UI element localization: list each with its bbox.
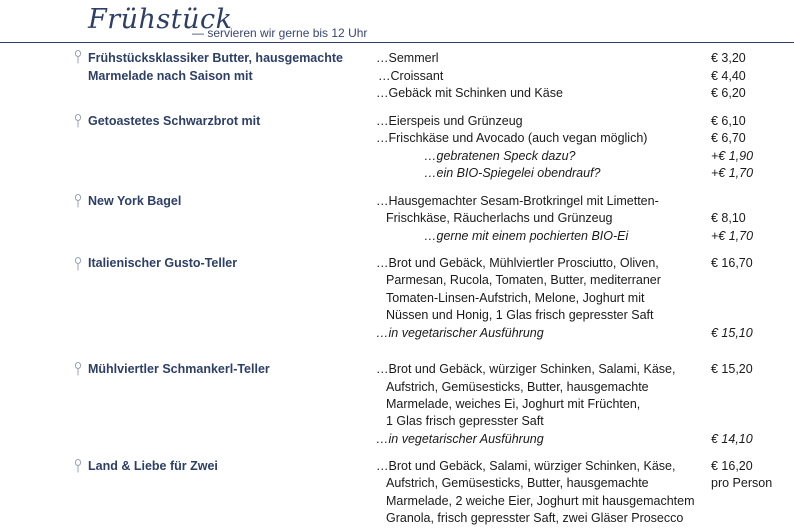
menu-line: …Gebäck mit Schinken und Käse <box>376 86 563 100</box>
menu-line: …Brot und Gebäck, Mühlviertler Prosciutto, Oliven, <box>376 256 659 270</box>
section-name-schmankerl-teller: Mühlviertler Schmankerl-Teller <box>88 362 270 376</box>
menu-addon-price: +€ 1,70 <box>711 166 754 180</box>
menu-price: € 6,10 <box>711 114 746 128</box>
menu-price: € 16,20 <box>711 459 753 473</box>
menu-line: Marmelade, weiches Ei, Joghurt mit Früchten, <box>386 397 641 411</box>
menu-addon-price: +€ 1,90 <box>711 149 754 163</box>
menu-addon-price: +€ 1,70 <box>711 229 754 243</box>
section-name-gusto-teller: Italienischer Gusto-Teller <box>88 256 238 270</box>
menu-price: € 4,40 <box>711 69 746 83</box>
section-name-schwarzbrot: Getoastetes Schwarzbrot mit <box>88 114 261 128</box>
menu-variant: …in vegetarischer Ausführung <box>376 326 544 340</box>
spoon-icon <box>74 459 82 473</box>
menu-price: € 3,20 <box>711 51 746 65</box>
section-name-bagel: New York Bagel <box>88 194 182 208</box>
menu-line: …Hausgemachter Sesam-Brotkringel mit Limetten- <box>376 194 659 208</box>
menu-addon: …ein BIO-Spiegelei obendrauf? <box>424 166 601 180</box>
menu-line: Marmelade, 2 weiche Eier, Joghurt mit hausgemachtem <box>386 494 695 508</box>
menu-line: Granola, frisch gepresster Saft, zwei Gläser Prosecco <box>386 511 684 525</box>
menu-price-note: pro Person <box>711 476 773 490</box>
page-title: Frühstück <box>88 4 233 35</box>
header-divider <box>0 42 794 43</box>
menu-line: …Brot und Gebäck, würziger Schinken, Salami, Käse, <box>376 362 676 376</box>
menu-addon: …gebratenen Speck dazu? <box>424 149 576 163</box>
menu-line: …Eierspeis und Grünzeug <box>376 114 523 128</box>
menu-line: Tomaten-Linsen-Aufstrich, Melone, Joghurt mit <box>386 291 645 305</box>
menu-line: …Croissant <box>378 69 444 83</box>
menu-price: € 16,70 <box>711 256 753 270</box>
menu-variant-price: € 14,10 <box>711 432 753 446</box>
menu-line: …Brot und Gebäck, Salami, würziger Schinken, Käse, <box>376 459 676 473</box>
menu-price: € 6,70 <box>711 131 746 145</box>
spoon-icon <box>74 362 82 376</box>
menu-line: Aufstrich, Gemüsesticks, Butter, hausgemachte <box>386 476 649 490</box>
section-name-land-und-liebe: Land & Liebe für Zwei <box>88 459 218 473</box>
menu-line: Parmesan, Rucola, Tomaten, Butter, mediterraner <box>386 273 661 287</box>
menu-price: € 8,10 <box>711 211 746 225</box>
menu-price: € 15,20 <box>711 362 753 376</box>
menu-line: 1 Glas frisch gepresster Saft <box>386 414 544 428</box>
spoon-icon <box>74 257 82 271</box>
menu-variant: …in vegetarischer Ausführung <box>376 432 544 446</box>
spoon-icon <box>74 50 82 64</box>
spoon-icon <box>74 114 82 128</box>
section-name-fruehstuecksklassiker-line2: Marmelade nach Saison mit <box>88 69 253 83</box>
menu-line: Aufstrich, Gemüsesticks, Butter, hausgemachte <box>386 380 649 394</box>
menu-line: …Semmerl <box>376 51 439 65</box>
menu-price: € 6,20 <box>711 86 746 100</box>
menu-line: Frischkäse, Räucherlachs und Grünzeug <box>386 211 613 225</box>
menu-line: …Frischkäse und Avocado (auch vegan möglich) <box>376 131 648 145</box>
menu-addon: …gerne mit einem pochierten BIO-Ei <box>424 229 629 243</box>
page-subtitle: — servieren wir gerne bis 12 Uhr <box>192 26 368 40</box>
menu-line: Nüssen und Honig, 1 Glas frisch gepresster Saft <box>386 308 654 322</box>
menu-variant-price: € 15,10 <box>711 326 753 340</box>
spoon-icon <box>74 194 82 208</box>
section-name-fruehstuecksklassiker: Frühstücksklassiker Butter, hausgemachte <box>88 51 343 65</box>
